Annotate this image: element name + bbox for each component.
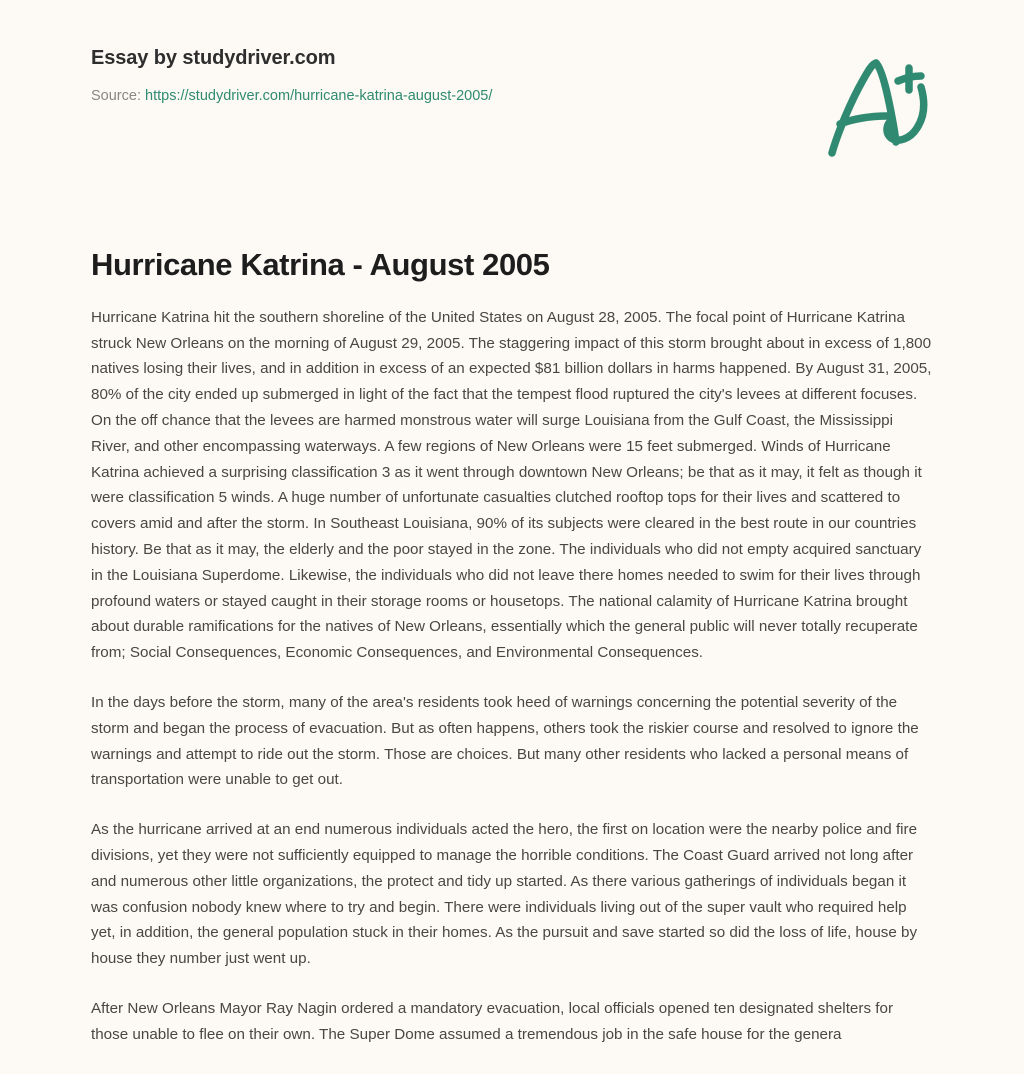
article <box>91 246 933 1048</box>
page-title: Hurricane Katrina - August 2005 <box>91 247 550 282</box>
document-header <box>0 0 1024 158</box>
a-plus-handwritten-logo-icon <box>818 54 938 158</box>
header-text-block <box>91 46 492 106</box>
source-url-link[interactable]: https://studydriver.com/hurricane-katrina-august-2005/ <box>145 88 493 104</box>
byline: Essay by studydriver.com <box>91 47 336 69</box>
article-body <box>91 305 933 1048</box>
header-row <box>91 46 964 158</box>
source-line <box>91 87 492 106</box>
article-paragraph: As the hurricane arrived at an end numerous individuals acted the hero, the first on location were the nearby police and fire divisions, yet they were not sufficiently equipped to manage the horrible conditions. The Coast Guard arrived not long after and numerous other little organizations, the protect and tidy up started. As there various gatherings of individuals began it was confusion nobody knew where to try and begin. There were individuals living out of the super vault who required help yet, in addition, the general population stuck in their homes. As the pursuit and save started so did the loss of life, house by house they number just went up. <box>91 821 918 968</box>
article-paragraph: Hurricane Katrina hit the southern shoreline of the United States on August 28, 2005. The focal point of Hurricane Katrina struck New Orleans on the morning of August 29, 2005. The staggering impact of this storm brought about in excess of 1,800 natives losing their lives, and in addition in excess of an expected $81 billion dollars in harms happened. By August 31, 2005, 80% of the city ended up submerged in light of the fact that the tempest flood ruptured the city's levees at different focuses. On the off chance that the levees are harmed monstrous water will surge Louisiana from the Gulf Coast, the Mississippi River, and other encompassing waterways. A few regions of New Orleans were 15 feet submerged. Winds of Hurricane Katrina achieved a surprising classification 3 as it went through downtown New Orleans; be that as it may, it felt as though it were classification 5 winds. A huge number of unfortunate casualties clutched rooftop tops for their lives and scattered to covers amid and after the storm. In Southeast Louisiana, 90% of its subjects were cleared in the best route in our countries history. Be that as it may, the elderly and the poor stayed in the zone. The individuals who did not empty acquired sanctuary in the Louisiana Superdome. Likewise, the individuals who did not leave there homes needed to swim for their lives through profound waters or stayed caught in their storage rooms or housetops. The national calamity of Hurricane Katrina brought about durable ramifications for the natives of New Orleans, essentially which the general public will never totally recuperate from; Social Consequences, Economic Consequences, and Environmental Consequences. <box>91 308 932 662</box>
article-paragraph: After New Orleans Mayor Ray Nagin ordered a mandatory evacuation, local officials opened ten designated shelters for those unable to flee on their own. The Super Dome assumed a tremendous job in the safe house for the genera <box>91 999 894 1043</box>
source-label: Source: <box>91 88 141 104</box>
a-plus-logo[interactable] <box>818 54 938 158</box>
article-paragraph: In the days before the storm, many of the area's residents took heed of warnings concerning the potential severity of the storm and began the process of evacuation. But as often happens, others took the riskier course and resolved to ignore the warnings and attempt to ride out the storm. Those are choices. But many other residents who lacked a personal means of transportation were unable to get out. <box>91 693 919 789</box>
